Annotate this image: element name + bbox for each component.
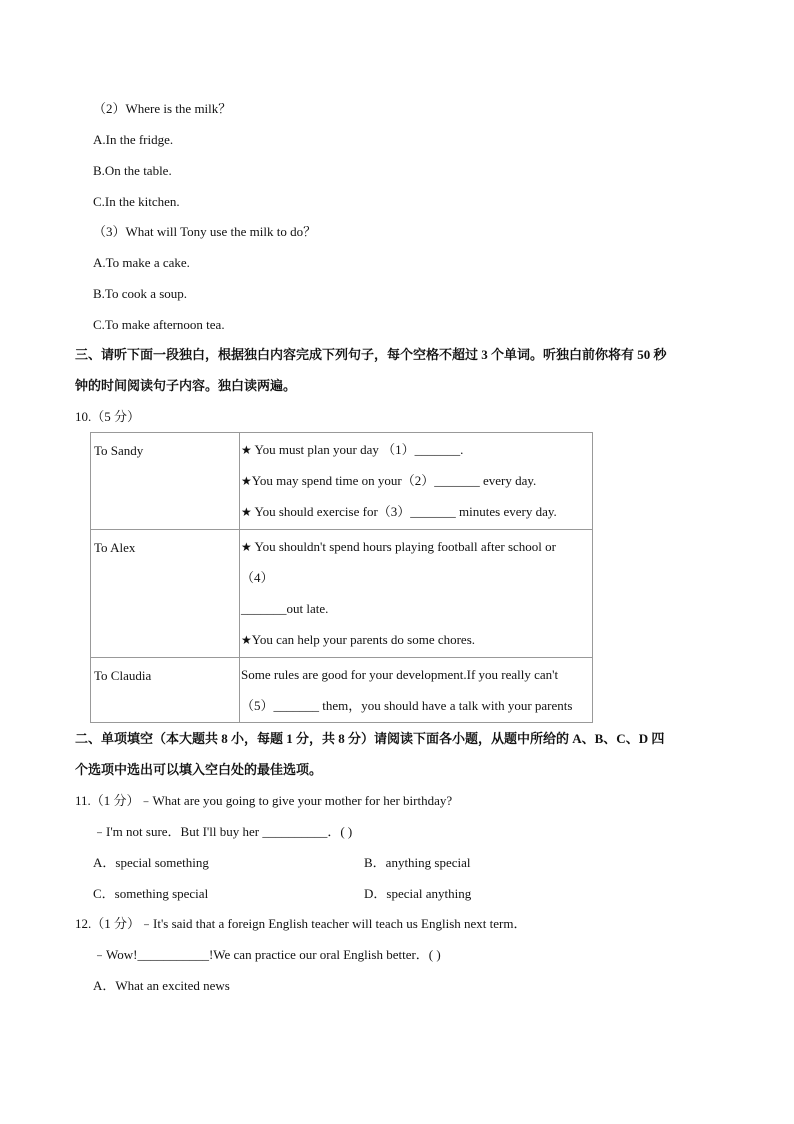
sandy-line-1: You must plan your day （1）_______. [251,442,464,457]
section3-heading-line2: 钟的时间阅读句子内容。独白读两遍。 [75,378,297,393]
star-icon: ★ [241,474,252,488]
q9-sub2-question: （2）Where is the milk？ [93,101,232,116]
sandy-line-3: You should exercise for（3）_______ minutes every day. [251,504,557,519]
claudia-line-1: Some rules are good for your development.If you really can't [241,667,559,682]
q10-label: 10.（5 分） [75,409,141,424]
q9-sub2-option-b: B.On the table. [93,163,172,178]
recipient-claudia: To Claudia [91,658,240,723]
q9-sub3-option-b: B.To cook a soup. [93,286,188,301]
q11-option-b: B．anything special [364,855,471,870]
q9-sub3-option-a: A.To make a cake. [93,255,190,270]
star-icon: ★ [241,505,252,519]
alex-rules [240,530,593,658]
q11-line1: 11.（1 分）﹣What are you going to give your mother for her birthday? [75,793,453,808]
sandy-rules [240,433,593,530]
q11-option-a: A．special something [93,855,209,870]
table-row-sandy [91,433,593,530]
star-icon: ★ [241,633,252,647]
q11-line2: ﹣I'm not sure．But I'll buy her __________．( ) [93,824,353,839]
q9-sub2-option-a: A.In the fridge. [93,132,174,147]
claudia-rules [240,658,593,723]
q11-option-d: D．special anything [364,886,472,901]
section2-heading-line1: 二、单项填空（本大题共 8 小，每题 1 分，共 8 分）请阅读下面各小题，从题中所给的 A、B、C、D 四 [75,731,665,746]
q11-option-c: C．something special [93,886,209,901]
alex-line-1: You shouldn't spend hours playing football after school or [251,539,556,554]
q9-sub3-option-c: C.To make afternoon tea. [93,317,225,332]
table-row-alex [91,530,593,658]
recipient-sandy: To Sandy [91,433,240,530]
alex-line-2: （4） [241,570,274,585]
section3-heading-line1: 三、请听下面一段独白，根据独白内容完成下列句子，每个空格不超过 3 个单词。听独白前你将有 50 秒 [75,347,667,362]
q10-rules-table [90,432,593,723]
claudia-line-2: （5）_______ them，you should have a talk with your parents [241,698,573,713]
q12-option-a: A．What an excited news [93,978,230,993]
alex-line-4: You can help your parents do some chores. [251,632,476,647]
table-row-claudia [91,658,593,723]
q12-line2: ﹣Wow!___________!We can practice our oral English better．( ) [93,947,441,962]
star-icon: ★ [241,443,252,457]
q12-line1: 12.（1 分）﹣It's said that a foreign English teacher will teach us English next term． [75,916,527,931]
recipient-alex: To Alex [91,530,240,658]
sandy-line-2: You may spend time on your（2）_______ every day. [251,473,537,488]
q9-sub3-question: （3）What will Tony use the milk to do？ [93,224,317,239]
alex-line-3: _______out late. [241,601,329,616]
q9-sub2-option-c: C.In the kitchen. [93,194,180,209]
star-icon: ★ [241,540,252,554]
section2-heading-line2: 个选项中选出可以填入空白处的最佳选项。 [75,762,323,777]
